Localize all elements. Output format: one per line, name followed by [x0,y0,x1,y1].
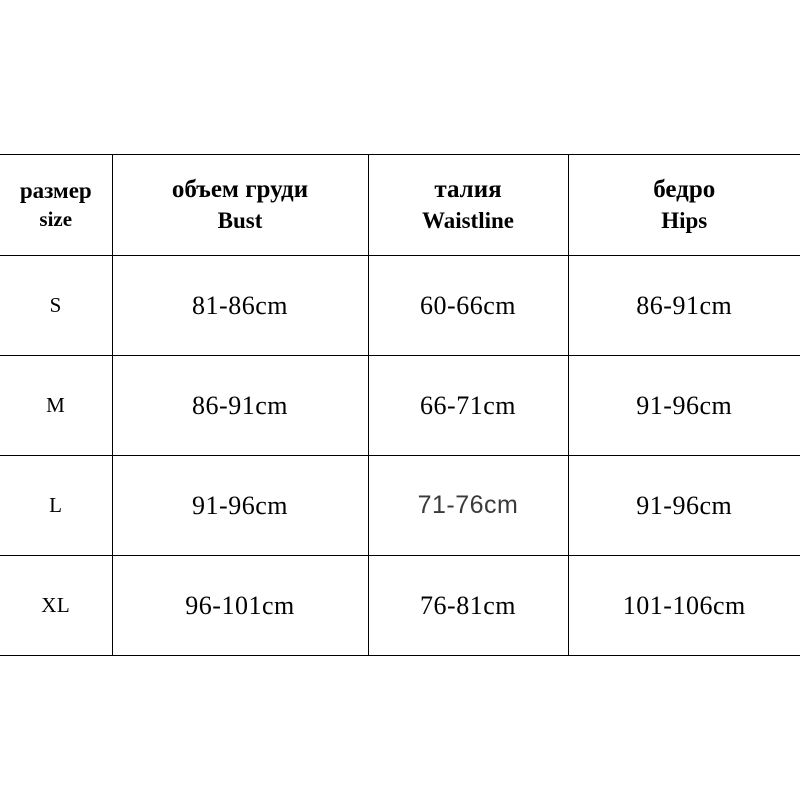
table-row [0,556,800,656]
cell-hips: 91-96cm [568,356,800,456]
column-header-bust-en: Bust [217,207,263,233]
cell-bust: 91-96cm [112,456,368,556]
cell-bust: 96-101cm [112,556,368,656]
column-header-bust-ru: объем груди [171,176,309,204]
cell-waist: 71-76cm [368,456,568,556]
column-header-waistline-ru: талия [434,176,502,204]
column-header-waistline-en: Waistline [421,207,514,233]
size-chart-table [0,154,800,656]
table-header-row [0,155,800,256]
cell-size: M [0,356,112,456]
column-header-bust [112,155,368,256]
column-header-size [0,155,112,256]
cell-waist: 66-71cm [368,356,568,456]
table-row [0,256,800,356]
cell-hips: 91-96cm [568,456,800,556]
column-header-hips-en: Hips [661,207,708,233]
column-header-hips-ru: бедро [653,176,716,204]
cell-bust: 81-86cm [112,256,368,356]
table-row [0,456,800,556]
cell-waist: 76-81cm [368,556,568,656]
column-header-waistline [368,155,568,256]
table-row [0,356,800,456]
cell-hips: 101-106cm [568,556,800,656]
cell-hips: 86-91cm [568,256,800,356]
cell-size: S [0,256,112,356]
column-header-size-ru: размер [19,177,92,203]
column-header-size-en: size [39,206,73,231]
column-header-hips [568,155,800,256]
cell-bust: 86-91cm [112,356,368,456]
cell-size: L [0,456,112,556]
cell-size: XL [0,556,112,656]
cell-waist: 60-66cm [368,256,568,356]
